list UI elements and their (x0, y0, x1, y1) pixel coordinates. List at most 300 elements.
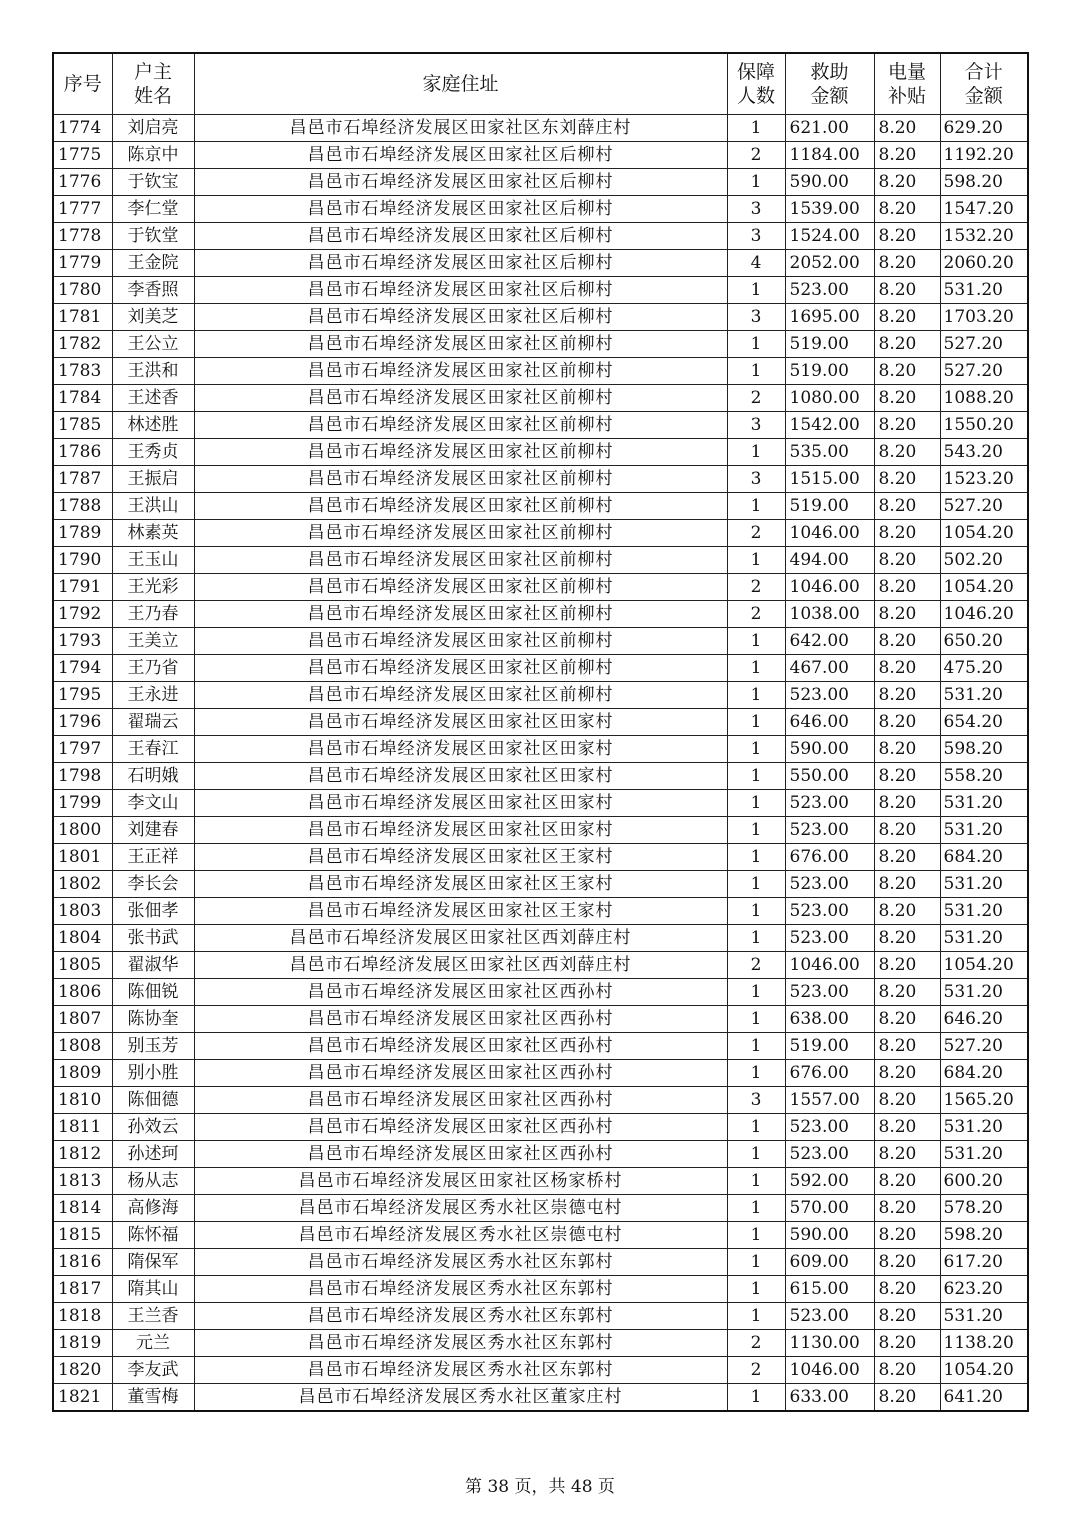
row-address: 昌邑市石埠经济发展区田家社区前柳村 (194, 655, 727, 682)
table-row (53, 169, 1028, 196)
row-address: 昌邑市石埠经济发展区田家社区王家村 (194, 871, 727, 898)
row-count: 3 (727, 412, 785, 439)
table-row (53, 493, 1028, 520)
row-amount: 592.00 (785, 1168, 874, 1195)
row-no: 1813 (53, 1168, 112, 1195)
row-name: 李香照 (112, 277, 194, 304)
table-row (53, 142, 1028, 169)
row-subsidy: 8.20 (874, 817, 940, 844)
row-subsidy: 8.20 (874, 1141, 940, 1168)
row-no: 1783 (53, 358, 112, 385)
row-no: 1792 (53, 601, 112, 628)
row-count: 1 (727, 331, 785, 358)
row-name: 于钦宝 (112, 169, 194, 196)
row-amount: 621.00 (785, 115, 874, 142)
row-total: 527.20 (940, 331, 1028, 358)
row-count: 3 (727, 223, 785, 250)
header-no: 序号 (53, 53, 112, 115)
table-row (53, 223, 1028, 250)
table-row (53, 1384, 1028, 1412)
row-amount: 550.00 (785, 763, 874, 790)
row-no: 1803 (53, 898, 112, 925)
row-count: 1 (727, 1141, 785, 1168)
row-no: 1797 (53, 736, 112, 763)
row-address: 昌邑市石埠经济发展区田家社区前柳村 (194, 493, 727, 520)
table-row (53, 709, 1028, 736)
row-address: 昌邑市石埠经济发展区田家社区田家村 (194, 790, 727, 817)
row-total: 475.20 (940, 655, 1028, 682)
row-no: 1774 (53, 115, 112, 142)
row-count: 1 (727, 790, 785, 817)
row-count: 3 (727, 466, 785, 493)
row-address: 昌邑市石埠经济发展区田家社区后柳村 (194, 169, 727, 196)
row-name: 杨从志 (112, 1168, 194, 1195)
row-name: 王秀贞 (112, 439, 194, 466)
row-count: 1 (727, 709, 785, 736)
row-address: 昌邑市石埠经济发展区田家社区田家村 (194, 736, 727, 763)
row-address: 昌邑市石埠经济发展区田家社区后柳村 (194, 223, 727, 250)
row-name: 李长会 (112, 871, 194, 898)
row-count: 1 (727, 358, 785, 385)
row-total: 684.20 (940, 1060, 1028, 1087)
row-subsidy: 8.20 (874, 520, 940, 547)
row-subsidy: 8.20 (874, 466, 940, 493)
row-total: 543.20 (940, 439, 1028, 466)
table-row (53, 574, 1028, 601)
row-subsidy: 8.20 (874, 1249, 940, 1276)
row-name: 于钦堂 (112, 223, 194, 250)
row-amount: 1515.00 (785, 466, 874, 493)
row-subsidy: 8.20 (874, 169, 940, 196)
row-address: 昌邑市石埠经济发展区田家社区西孙村 (194, 1141, 727, 1168)
row-total: 1565.20 (940, 1087, 1028, 1114)
row-address: 昌邑市石埠经济发展区秀水社区东郭村 (194, 1357, 727, 1384)
row-total: 598.20 (940, 736, 1028, 763)
row-name: 刘启亮 (112, 115, 194, 142)
row-total: 1054.20 (940, 1357, 1028, 1384)
row-count: 1 (727, 655, 785, 682)
row-address: 昌邑市石埠经济发展区秀水社区董家庄村 (194, 1384, 727, 1412)
row-count: 2 (727, 142, 785, 169)
row-count: 2 (727, 1357, 785, 1384)
row-subsidy: 8.20 (874, 952, 940, 979)
row-name: 王乃省 (112, 655, 194, 682)
row-total: 1192.20 (940, 142, 1028, 169)
table-row (53, 1168, 1028, 1195)
row-name: 王公立 (112, 331, 194, 358)
row-total: 646.20 (940, 1006, 1028, 1033)
row-no: 1817 (53, 1276, 112, 1303)
row-total: 1088.20 (940, 385, 1028, 412)
row-count: 1 (727, 979, 785, 1006)
row-address: 昌邑市石埠经济发展区田家社区前柳村 (194, 682, 727, 709)
table-row (53, 115, 1028, 142)
row-no: 1778 (53, 223, 112, 250)
row-amount: 523.00 (785, 1114, 874, 1141)
row-no: 1818 (53, 1303, 112, 1330)
row-address: 昌邑市石埠经济发展区田家社区西孙村 (194, 979, 727, 1006)
row-address: 昌邑市石埠经济发展区田家社区前柳村 (194, 547, 727, 574)
table-row (53, 601, 1028, 628)
row-subsidy: 8.20 (874, 277, 940, 304)
row-amount: 676.00 (785, 844, 874, 871)
row-name: 刘建春 (112, 817, 194, 844)
row-count: 1 (727, 1384, 785, 1412)
table-row (53, 790, 1028, 817)
table-row (53, 1249, 1028, 1276)
row-name: 李友武 (112, 1357, 194, 1384)
row-amount: 1557.00 (785, 1087, 874, 1114)
row-no: 1775 (53, 142, 112, 169)
row-count: 2 (727, 520, 785, 547)
row-name: 王春江 (112, 736, 194, 763)
row-count: 1 (727, 1222, 785, 1249)
row-subsidy: 8.20 (874, 574, 940, 601)
header-total: 合计 金额 (940, 53, 1028, 115)
row-address: 昌邑市石埠经济发展区田家社区西刘薛庄村 (194, 952, 727, 979)
row-subsidy: 8.20 (874, 655, 940, 682)
row-count: 1 (727, 439, 785, 466)
row-amount: 523.00 (785, 979, 874, 1006)
row-address: 昌邑市石埠经济发展区田家社区西孙村 (194, 1114, 727, 1141)
row-total: 600.20 (940, 1168, 1028, 1195)
table-row (53, 1222, 1028, 1249)
row-address: 昌邑市石埠经济发展区秀水社区崇德屯村 (194, 1222, 727, 1249)
row-amount: 1080.00 (785, 385, 874, 412)
row-total: 629.20 (940, 115, 1028, 142)
row-name: 陈佃锐 (112, 979, 194, 1006)
row-amount: 494.00 (785, 547, 874, 574)
table-row (53, 1141, 1028, 1168)
row-amount: 523.00 (785, 1141, 874, 1168)
row-amount: 615.00 (785, 1276, 874, 1303)
row-count: 1 (727, 547, 785, 574)
row-count: 3 (727, 304, 785, 331)
row-address: 昌邑市石埠经济发展区秀水社区东郭村 (194, 1303, 727, 1330)
row-address: 昌邑市石埠经济发展区田家社区前柳村 (194, 601, 727, 628)
row-subsidy: 8.20 (874, 439, 940, 466)
row-no: 1782 (53, 331, 112, 358)
row-count: 1 (727, 898, 785, 925)
row-count: 1 (727, 844, 785, 871)
row-address: 昌邑市石埠经济发展区田家社区前柳村 (194, 358, 727, 385)
row-count: 1 (727, 1060, 785, 1087)
row-amount: 519.00 (785, 331, 874, 358)
header-name: 户主 姓名 (112, 53, 194, 115)
row-subsidy: 8.20 (874, 1033, 940, 1060)
row-name: 翟淑华 (112, 952, 194, 979)
row-no: 1819 (53, 1330, 112, 1357)
row-total: 598.20 (940, 1222, 1028, 1249)
row-subsidy: 8.20 (874, 682, 940, 709)
row-amount: 523.00 (785, 898, 874, 925)
row-count: 1 (727, 1249, 785, 1276)
row-address: 昌邑市石埠经济发展区田家社区东刘薛庄村 (194, 115, 727, 142)
row-name: 林述胜 (112, 412, 194, 439)
row-no: 1804 (53, 925, 112, 952)
row-no: 1810 (53, 1087, 112, 1114)
row-name: 王兰香 (112, 1303, 194, 1330)
row-count: 1 (727, 1276, 785, 1303)
row-no: 1793 (53, 628, 112, 655)
table-row (53, 1303, 1028, 1330)
row-amount: 1130.00 (785, 1330, 874, 1357)
row-address: 昌邑市石埠经济发展区田家社区前柳村 (194, 628, 727, 655)
row-subsidy: 8.20 (874, 763, 940, 790)
row-name: 孙效云 (112, 1114, 194, 1141)
row-name: 王洪和 (112, 358, 194, 385)
row-total: 1547.20 (940, 196, 1028, 223)
row-subsidy: 8.20 (874, 1276, 940, 1303)
table-row (53, 1357, 1028, 1384)
row-name: 别小胜 (112, 1060, 194, 1087)
row-subsidy: 8.20 (874, 628, 940, 655)
row-no: 1807 (53, 1006, 112, 1033)
row-address: 昌邑市石埠经济发展区田家社区后柳村 (194, 277, 727, 304)
row-subsidy: 8.20 (874, 790, 940, 817)
row-address: 昌邑市石埠经济发展区田家社区前柳村 (194, 520, 727, 547)
row-subsidy: 8.20 (874, 1114, 940, 1141)
row-subsidy: 8.20 (874, 547, 940, 574)
table-row (53, 466, 1028, 493)
row-no: 1802 (53, 871, 112, 898)
row-amount: 2052.00 (785, 250, 874, 277)
row-address: 昌邑市石埠经济发展区田家社区前柳村 (194, 466, 727, 493)
row-count: 1 (727, 925, 785, 952)
table-row (53, 385, 1028, 412)
row-amount: 676.00 (785, 1060, 874, 1087)
row-no: 1816 (53, 1249, 112, 1276)
row-amount: 646.00 (785, 709, 874, 736)
table-row (53, 1033, 1028, 1060)
row-subsidy: 8.20 (874, 1222, 940, 1249)
row-name: 陈佃德 (112, 1087, 194, 1114)
table-row (53, 304, 1028, 331)
row-amount: 523.00 (785, 790, 874, 817)
row-subsidy: 8.20 (874, 1195, 940, 1222)
row-subsidy: 8.20 (874, 1303, 940, 1330)
row-subsidy: 8.20 (874, 736, 940, 763)
row-count: 1 (727, 169, 785, 196)
row-name: 隋其山 (112, 1276, 194, 1303)
row-name: 王美立 (112, 628, 194, 655)
row-total: 531.20 (940, 925, 1028, 952)
row-no: 1788 (53, 493, 112, 520)
row-name: 陈怀福 (112, 1222, 194, 1249)
row-amount: 523.00 (785, 925, 874, 952)
table-row (53, 196, 1028, 223)
row-no: 1786 (53, 439, 112, 466)
row-amount: 1184.00 (785, 142, 874, 169)
row-total: 684.20 (940, 844, 1028, 871)
row-amount: 1695.00 (785, 304, 874, 331)
row-address: 昌邑市石埠经济发展区田家社区前柳村 (194, 574, 727, 601)
row-total: 1054.20 (940, 574, 1028, 601)
row-name: 张佃孝 (112, 898, 194, 925)
row-name: 王玉山 (112, 547, 194, 574)
row-total: 1523.20 (940, 466, 1028, 493)
row-subsidy: 8.20 (874, 871, 940, 898)
row-count: 2 (727, 952, 785, 979)
row-count: 3 (727, 1087, 785, 1114)
row-no: 1812 (53, 1141, 112, 1168)
row-name: 刘美芝 (112, 304, 194, 331)
row-count: 1 (727, 493, 785, 520)
row-count: 3 (727, 196, 785, 223)
row-address: 昌邑市石埠经济发展区田家社区田家村 (194, 817, 727, 844)
row-address: 昌邑市石埠经济发展区田家社区田家村 (194, 709, 727, 736)
row-no: 1800 (53, 817, 112, 844)
table-header-row (53, 53, 1028, 115)
row-address: 昌邑市石埠经济发展区田家社区田家村 (194, 763, 727, 790)
row-no: 1780 (53, 277, 112, 304)
table-row (53, 844, 1028, 871)
table-row (53, 412, 1028, 439)
row-count: 1 (727, 1114, 785, 1141)
row-subsidy: 8.20 (874, 493, 940, 520)
row-name: 林素英 (112, 520, 194, 547)
row-amount: 523.00 (785, 1303, 874, 1330)
row-no: 1805 (53, 952, 112, 979)
table-row (53, 1195, 1028, 1222)
row-total: 2060.20 (940, 250, 1028, 277)
row-name: 王金院 (112, 250, 194, 277)
row-amount: 590.00 (785, 169, 874, 196)
row-total: 1054.20 (940, 520, 1028, 547)
row-subsidy: 8.20 (874, 1330, 940, 1357)
row-subsidy: 8.20 (874, 844, 940, 871)
row-name: 王光彩 (112, 574, 194, 601)
row-total: 650.20 (940, 628, 1028, 655)
table-row (53, 736, 1028, 763)
row-amount: 1046.00 (785, 520, 874, 547)
table-row (53, 763, 1028, 790)
row-total: 531.20 (940, 1141, 1028, 1168)
row-subsidy: 8.20 (874, 385, 940, 412)
row-total: 1703.20 (940, 304, 1028, 331)
row-total: 1046.20 (940, 601, 1028, 628)
row-name: 石明娥 (112, 763, 194, 790)
row-amount: 1524.00 (785, 223, 874, 250)
row-subsidy: 8.20 (874, 358, 940, 385)
page-footer (0, 1472, 1080, 1497)
table-row (53, 520, 1028, 547)
row-address: 昌邑市石埠经济发展区田家社区西刘薛庄村 (194, 925, 727, 952)
row-no: 1814 (53, 1195, 112, 1222)
row-count: 2 (727, 574, 785, 601)
row-amount: 1542.00 (785, 412, 874, 439)
row-no: 1785 (53, 412, 112, 439)
row-no: 1811 (53, 1114, 112, 1141)
row-amount: 523.00 (785, 682, 874, 709)
row-no: 1776 (53, 169, 112, 196)
row-subsidy: 8.20 (874, 223, 940, 250)
row-subsidy: 8.20 (874, 709, 940, 736)
row-count: 1 (727, 1033, 785, 1060)
row-total: 558.20 (940, 763, 1028, 790)
row-amount: 467.00 (785, 655, 874, 682)
row-total: 617.20 (940, 1249, 1028, 1276)
row-count: 1 (727, 736, 785, 763)
table-row (53, 898, 1028, 925)
row-no: 1821 (53, 1384, 112, 1412)
row-name: 陈协奎 (112, 1006, 194, 1033)
row-total: 502.20 (940, 547, 1028, 574)
row-total: 531.20 (940, 979, 1028, 1006)
table-row (53, 331, 1028, 358)
row-total: 1550.20 (940, 412, 1028, 439)
row-name: 李仁堂 (112, 196, 194, 223)
row-total: 598.20 (940, 169, 1028, 196)
row-no: 1779 (53, 250, 112, 277)
table-row (53, 1087, 1028, 1114)
row-name: 张书武 (112, 925, 194, 952)
row-no: 1820 (53, 1357, 112, 1384)
row-name: 翟瑞云 (112, 709, 194, 736)
row-name: 王振启 (112, 466, 194, 493)
table-row (53, 1060, 1028, 1087)
row-total: 1138.20 (940, 1330, 1028, 1357)
row-count: 2 (727, 385, 785, 412)
table-body (53, 115, 1028, 1412)
row-name: 高修海 (112, 1195, 194, 1222)
row-amount: 633.00 (785, 1384, 874, 1412)
relief-roster-sheet (52, 52, 1027, 1412)
row-total: 531.20 (940, 277, 1028, 304)
header-count: 保障 人数 (727, 53, 785, 115)
row-name: 别玉芳 (112, 1033, 194, 1060)
row-no: 1795 (53, 682, 112, 709)
row-no: 1806 (53, 979, 112, 1006)
row-total: 531.20 (940, 898, 1028, 925)
row-name: 隋保军 (112, 1249, 194, 1276)
table-row (53, 439, 1028, 466)
row-address: 昌邑市石埠经济发展区田家社区王家村 (194, 898, 727, 925)
row-no: 1781 (53, 304, 112, 331)
row-subsidy: 8.20 (874, 898, 940, 925)
row-amount: 1046.00 (785, 952, 874, 979)
row-total: 531.20 (940, 682, 1028, 709)
table-row (53, 628, 1028, 655)
row-amount: 590.00 (785, 1222, 874, 1249)
row-no: 1808 (53, 1033, 112, 1060)
row-subsidy: 8.20 (874, 925, 940, 952)
row-subsidy: 8.20 (874, 412, 940, 439)
row-amount: 1539.00 (785, 196, 874, 223)
row-count: 1 (727, 1006, 785, 1033)
relief-roster-table (52, 52, 1029, 1412)
row-count: 1 (727, 682, 785, 709)
table-row (53, 250, 1028, 277)
row-address: 昌邑市石埠经济发展区田家社区前柳村 (194, 412, 727, 439)
row-name: 王洪山 (112, 493, 194, 520)
row-no: 1798 (53, 763, 112, 790)
row-address: 昌邑市石埠经济发展区田家社区杨家桥村 (194, 1168, 727, 1195)
row-total: 1532.20 (940, 223, 1028, 250)
row-no: 1809 (53, 1060, 112, 1087)
row-count: 4 (727, 250, 785, 277)
row-total: 527.20 (940, 493, 1028, 520)
row-name: 孙述珂 (112, 1141, 194, 1168)
row-name: 董雪梅 (112, 1384, 194, 1412)
row-total: 531.20 (940, 790, 1028, 817)
row-name: 元兰 (112, 1330, 194, 1357)
row-address: 昌邑市石埠经济发展区秀水社区崇德屯村 (194, 1195, 727, 1222)
row-address: 昌邑市石埠经济发展区田家社区西孙村 (194, 1087, 727, 1114)
row-no: 1777 (53, 196, 112, 223)
row-no: 1787 (53, 466, 112, 493)
table-row (53, 547, 1028, 574)
